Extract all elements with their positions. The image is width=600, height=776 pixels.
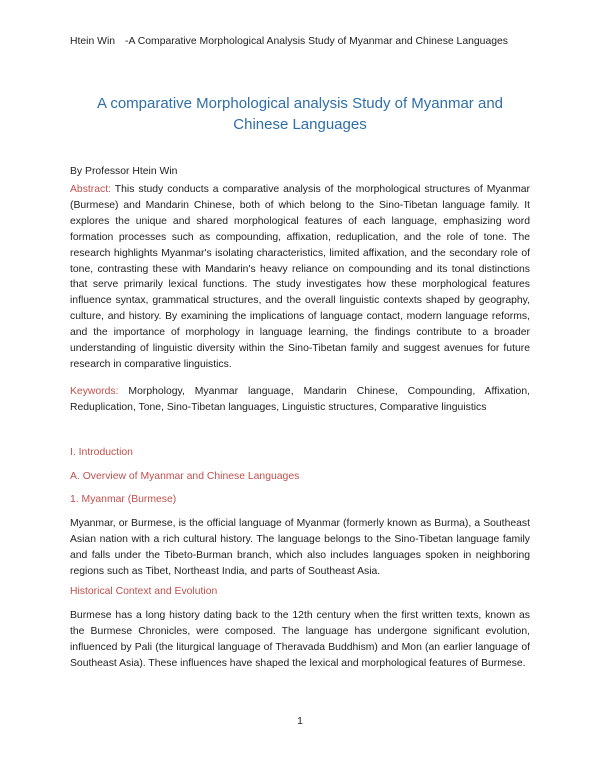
header-title: -A Comparative Morphological Analysis Study of Myanmar and Chinese Languages: [125, 36, 508, 47]
byline: By Professor Htein Win: [70, 166, 178, 177]
header-author: Htein Win: [70, 36, 116, 47]
section-heading-introduction: I. Introduction: [70, 447, 133, 458]
myanmar-paragraph: Myanmar, or Burmese, is the official language of Myanmar (formerly known as Burma), a Southeast Asian nation with a rich cultural history. The language belongs to the Sino-Tibetan language family and falls under the Tibeto-Burman branch, which also includes languages spoken in neighboring regions such as Tibet, Northeast India, and parts of Southeast Asia.: [70, 518, 530, 577]
section-heading-overview: A. Overview of Myanmar and Chinese Languages: [70, 471, 300, 482]
keywords-label: Keywords:: [70, 386, 119, 397]
abstract-text: This study conducts a comparative analysis of the morphological structures of Myanmar (Burmese) and Mandarin Chinese, both of which belong to the Sino-Tibetan language family. It explores the unique and shared morphological features of each language, emphasizing word formation processes such as compounding, affixation, reduplication, and the role of tone. The research highlights Myanmar's isolating characteristics, limited affixation, and the secondary role of tone, contrasting these with Mandarin's heavy reliance on compounding and its tonal distinctions that serve primarily lexical functions. The study investigates how these morphological features influence syntax, grammatical structures, and the overall linguistic contexts shaped by geography, culture, and history. By examining the implications of language contact, modern language reforms, and the importance of morphology in language learning, the findings contribute to a broader understanding of linguistic diversity within the Sino-Tibetan family and suggest avenues for future research in comparative linguistics.: [70, 184, 530, 370]
history-paragraph: Burmese has a long history dating back to the 12th century when the first written texts, known as the Burmese Chronicles, were composed. The language has undergone significant evolution, influenced by Pali (the liturgical language of Theravada Buddhism) and Mon (an earlier language of Southeast Asia). These influences have shaped the lexical and morphological features of Burmese.: [70, 610, 530, 669]
keywords-text: Morphology, Myanmar language, Mandarin Chinese, Compounding, Affixation, Reduplication, Tone, Sino-Tibetan languages, Linguistic structures, Comparative linguistics: [70, 386, 530, 413]
running-header: [70, 36, 540, 47]
keywords-paragraph: [70, 384, 530, 416]
section-heading-myanmar: 1. Myanmar (Burmese): [70, 494, 177, 505]
abstract-paragraph: [70, 182, 530, 373]
section-heading-history: Historical Context and Evolution: [70, 586, 218, 597]
page-number: 1: [297, 716, 303, 727]
document-title: A comparative Morphological analysis Study of Myanmar and Chinese Languages: [96, 95, 504, 133]
abstract-label: Abstract:: [70, 184, 111, 195]
